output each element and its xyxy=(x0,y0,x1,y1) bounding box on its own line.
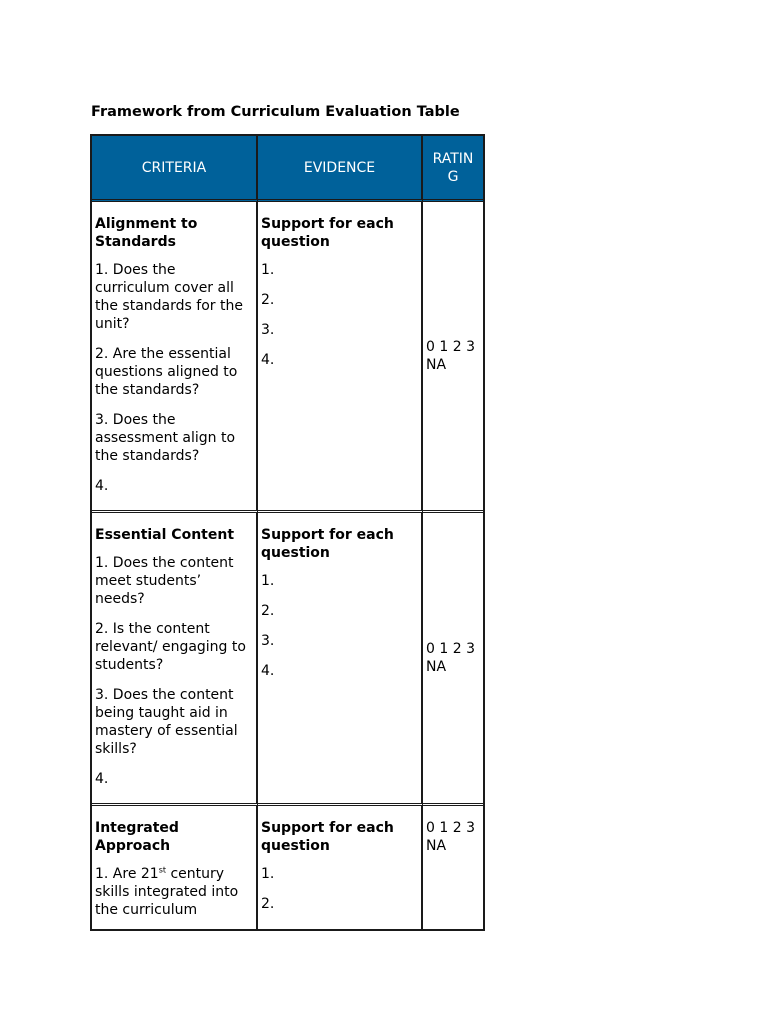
header-criteria: CRITERIA xyxy=(92,136,258,202)
evidence-cell xyxy=(258,806,423,931)
evidence-item: 3. xyxy=(261,633,275,649)
rating-cell: 0 1 2 3 NA xyxy=(426,820,475,854)
evidence-heading: Support for each question xyxy=(261,527,394,561)
criteria-question: 4. xyxy=(95,478,109,494)
criteria-question: 4. xyxy=(95,771,109,787)
evidence-cell xyxy=(258,513,423,806)
evidence-item: 4. xyxy=(261,663,275,679)
evidence-item: 2. xyxy=(261,603,275,619)
ordinal-suffix: st xyxy=(158,865,167,875)
evidence-item: 3. xyxy=(261,322,275,338)
criteria-question: 2. Are the essential questions aligned to the standards? xyxy=(95,346,238,398)
criteria-question: 1. Does the content meet students’ needs? xyxy=(95,555,234,607)
criteria-question: 1. Does the curriculum cover all the standards for the unit? xyxy=(95,262,243,332)
document-title: Framework from Curriculum Evaluation Table xyxy=(91,104,460,120)
criteria-question: 3. Does the assessment align to the standards? xyxy=(95,412,236,464)
criteria-question xyxy=(95,865,254,919)
table-row xyxy=(92,202,483,513)
evidence-cell xyxy=(258,202,423,513)
evidence-item: 4. xyxy=(261,352,275,368)
criteria-cell xyxy=(92,202,258,513)
header-rating: RATIN G xyxy=(423,136,483,202)
table-row xyxy=(92,513,483,806)
table-row xyxy=(92,806,483,931)
question-text-end: century skills integrated into the curriculum xyxy=(95,866,239,918)
evidence-item: 1. xyxy=(261,262,275,278)
evidence-item: 2. xyxy=(261,896,275,912)
evaluation-table-grid xyxy=(92,136,483,931)
evidence-heading: Support for each question xyxy=(261,820,394,854)
criteria-heading: Essential Content xyxy=(95,527,235,543)
evidence-heading: Support for each question xyxy=(261,216,394,250)
criteria-question: 3. Does the content being taught aid in mastery of essential skills? xyxy=(95,687,238,757)
evidence-item: 1. xyxy=(261,866,275,882)
criteria-heading: Integrated Approach xyxy=(95,820,179,854)
rating-cell: 0 1 2 3 NA xyxy=(423,513,483,806)
header-row xyxy=(92,136,483,202)
evidence-item: 1. xyxy=(261,573,275,589)
criteria-heading: Alignment to Standards xyxy=(95,216,198,250)
question-text-start: 1. Are 21 xyxy=(95,866,159,882)
criteria-question: 2. Is the content relevant/ engaging to students? xyxy=(95,621,246,673)
criteria-cell xyxy=(92,513,258,806)
header-evidence: EVIDENCE xyxy=(258,136,423,202)
evidence-item: 2. xyxy=(261,292,275,308)
evaluation-table xyxy=(90,134,485,931)
criteria-cell xyxy=(92,806,258,931)
rating-cell: 0 1 2 3 NA xyxy=(423,202,483,513)
